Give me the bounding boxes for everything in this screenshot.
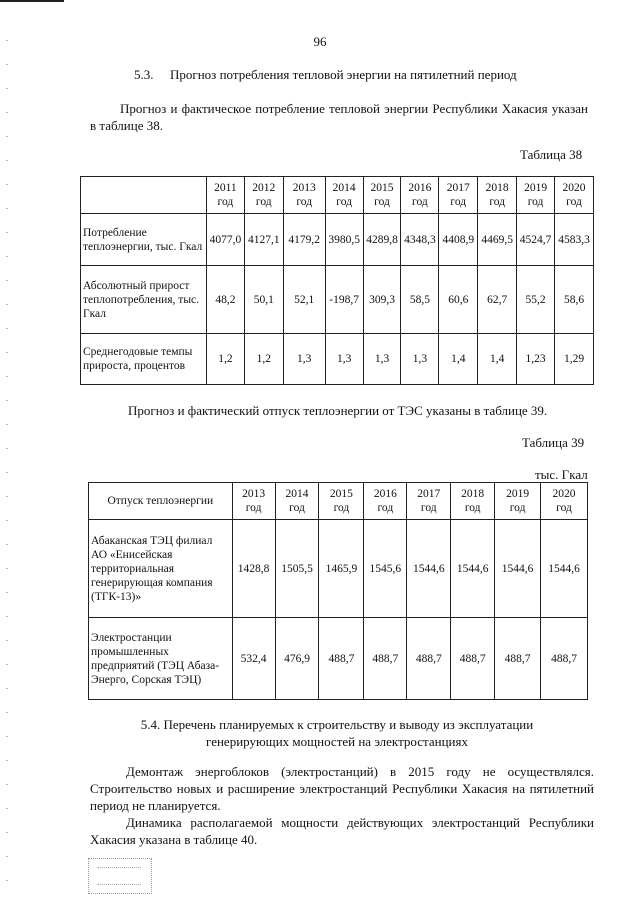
cell: 488,7 [319,618,364,700]
cell: 1545,6 [364,520,407,618]
cell: 1544,6 [541,520,588,618]
cell: 532,4 [232,618,275,700]
page-number: 96 [313,34,327,49]
table38-year: 2019 год [517,177,555,214]
scan-margin-dots [6,40,8,900]
table38-year: 2017 год [439,177,478,214]
table38-year: 2018 год [478,177,517,214]
demolition-paragraph: Демонтаж энергоблоков (электростанций) в 2015 году не осуществлялся. Строительство новых и расширение электростанций Республики Хакасия на пятилетний период не планируется. [90,764,594,813]
cell: 309,3 [363,266,401,334]
cell: 4289,8 [363,214,401,266]
table38-year: 2011 год [206,177,244,214]
cell: 1,29 [555,334,594,385]
cell: 1544,6 [407,520,451,618]
cell: -198,7 [325,266,363,334]
table38-year: 2014 год [325,177,363,214]
table39-unit: тыс. Гкал [535,467,588,482]
table38-year: 2013 год [283,177,325,214]
cell: 4348,3 [401,214,439,266]
row-label: Потребление теплоэнергии, тыс. Гкал [81,214,207,266]
section-54-line2: генерирующих мощностей на электростанциях [206,734,468,749]
cell: 4179,2 [283,214,325,266]
section-53-number: 5.3. [134,67,154,82]
cell: 1,2 [244,334,283,385]
table38-header-row [81,177,594,214]
cell: 1544,6 [495,520,541,618]
cell: 58,6 [555,266,594,334]
cell: 488,7 [364,618,407,700]
row-label: Абаканская ТЭЦ филиал АО «Енисейская территориальная генерирующая компания (ТГК-13)» [89,520,233,618]
table39-header-row [89,483,588,520]
table38-row [81,214,594,266]
table39-year: 2013 год [232,483,275,520]
cell: 1,2 [206,334,244,385]
cell: 58,5 [401,266,439,334]
cell: 1,4 [439,334,478,385]
cell: 60,6 [439,266,478,334]
table38-caption: Таблица 38 [520,147,583,162]
table39-year: 2014 год [275,483,319,520]
table39-year: 2017 год [407,483,451,520]
cell: 1,4 [478,334,517,385]
cell: 3980,5 [325,214,363,266]
cell: 1,3 [283,334,325,385]
section-54-line1: 5.4. Перечень планируемых к строительству и выводу из эксплуатации [140,717,534,732]
table-39 [88,482,588,700]
cell: 488,7 [495,618,541,700]
table39-year: 2018 год [451,483,495,520]
cell: 1544,6 [451,520,495,618]
top-edge-line [0,0,64,2]
cell: 50,1 [244,266,283,334]
cell: 4469,5 [478,214,517,266]
cell: 1,23 [517,334,555,385]
table39-year: 2015 год [319,483,364,520]
intro-paragraph: Прогноз и фактическое потребление тепловой энергии Республики Хакасия указан в таблице 38. [90,101,588,133]
table39-caption: Таблица 39 [522,435,585,450]
table39-header-label: Отпуск теплоэнергии [89,483,233,520]
section-53-title: Прогноз потребления тепловой энергии на пятилетний период [170,67,517,82]
table38-year: 2020 год [555,177,594,214]
table39-row [89,520,588,618]
table38-row [81,266,594,334]
table39-row [89,618,588,700]
table39-year: 2019 год [495,483,541,520]
cell: 62,7 [478,266,517,334]
cell: 476,9 [275,618,319,700]
row-label: Среднегодовые темпы прироста, процентов [81,334,207,385]
cell: 488,7 [451,618,495,700]
cell: 1465,9 [319,520,364,618]
cell: 4408,9 [439,214,478,266]
cell: 4077,0 [206,214,244,266]
cell: 4583,3 [555,214,594,266]
capacity-paragraph: Динамика располагаемой мощности действующих электростанций Республики Хакасия указана в таблице 40. [90,815,594,847]
table38-year: 2016 год [401,177,439,214]
cell: 4524,7 [517,214,555,266]
cell: 1505,5 [275,520,319,618]
cell: 1,3 [363,334,401,385]
table38-year: 2015 год [363,177,401,214]
table38-row [81,334,594,385]
table38-corner [81,177,207,214]
cell: 488,7 [541,618,588,700]
cell: 4127,1 [244,214,283,266]
table39-year: 2016 год [364,483,407,520]
cell: 55,2 [517,266,555,334]
table39-year: 2020 год [541,483,588,520]
cell: 48,2 [206,266,244,334]
cell: 1428,8 [232,520,275,618]
cell: 1,3 [325,334,363,385]
cell: 52,1 [283,266,325,334]
scan-stamp-mark [88,858,152,894]
row-label: Электростанции промышленных предприятий (ТЭЦ Абаза-Энерго, Сорская ТЭЦ) [89,618,233,700]
row-label: Абсолютный прирост теплопотребления, тыс. Гкал [81,266,207,334]
mid-paragraph: Прогноз и фактический отпуск теплоэнергии от ТЭС указаны в таблице 39. [128,403,548,418]
cell: 488,7 [407,618,451,700]
cell: 1,3 [401,334,439,385]
table-38 [80,176,594,385]
table38-year: 2012 год [244,177,283,214]
